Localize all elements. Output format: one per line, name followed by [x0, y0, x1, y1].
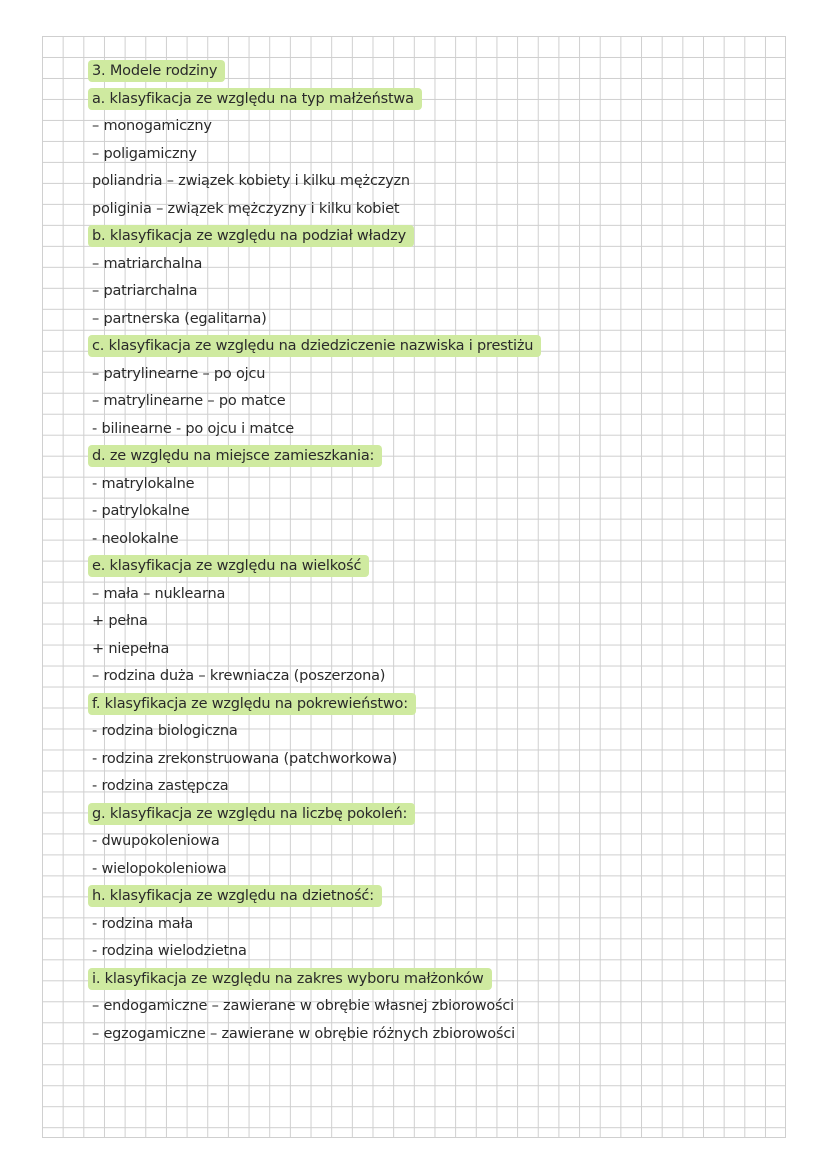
note-line: [92, 938, 732, 966]
heading-line: [92, 58, 732, 86]
note-line: [92, 718, 732, 746]
note-text: – rodzina duża – krewniacza (poszerzona): [92, 668, 386, 684]
note-line: [92, 636, 732, 664]
note-line: [92, 581, 732, 609]
note-text: + pełna: [92, 613, 148, 629]
note-text: - matrylokalne: [92, 475, 195, 492]
highlighted-heading-text: c. klasyfikacja ze względu na dziedziczenie nazwiska i prestiżu: [88, 335, 541, 357]
note-line: [92, 168, 732, 196]
note-line: [92, 746, 732, 774]
note-line: [92, 471, 732, 499]
heading-line: [92, 443, 732, 471]
note-text: – matriarchalna: [92, 255, 203, 272]
highlighted-heading-text: f. klasyfikacja ze względu na pokrewieństwo:: [88, 693, 416, 715]
note-text: - rodzina biologiczna: [92, 723, 238, 739]
highlighted-heading-text: h. klasyfikacja ze względu na dzietność:: [88, 885, 382, 907]
heading-line: [92, 966, 732, 994]
note-text: – patriarchalna: [92, 283, 198, 299]
heading-line: [92, 86, 732, 114]
note-line: [92, 196, 732, 224]
note-text: - rodzina zrekonstruowana (patchworkowa): [92, 750, 398, 767]
note-line: [92, 526, 732, 554]
note-text: – endogamiczne – zawierane w obrębie własnej zbiorowości: [92, 998, 514, 1014]
note-line: [92, 993, 732, 1021]
heading-line: [92, 883, 732, 911]
note-line: [92, 306, 732, 334]
heading-line: [92, 223, 732, 251]
heading-line: [92, 801, 732, 829]
note-line: [92, 498, 732, 526]
note-text: poliandria – związek kobiety i kilku mężczyzn: [92, 173, 410, 189]
note-text: - neolokalne: [92, 530, 179, 547]
note-text: - wielopokoleniowa: [92, 860, 227, 877]
heading-line: [92, 333, 732, 361]
note-text: - rodzina mała: [92, 915, 194, 932]
note-text: - rodzina zastępcza: [92, 778, 229, 794]
note-line: [92, 911, 732, 939]
note-line: [92, 608, 732, 636]
heading-line: [92, 553, 732, 581]
note-text: – monogamiczny: [92, 118, 212, 134]
note-text: - dwupokoleniowa: [92, 833, 220, 849]
note-text: – partnerska (egalitarna): [92, 310, 267, 327]
note-text: poliginia – związek mężczyzny i kilku kobiet: [92, 200, 400, 217]
highlighted-heading-text: e. klasyfikacja ze względu na wielkość: [88, 555, 369, 577]
note-line: [92, 278, 732, 306]
highlighted-heading-text: d. ze względu na miejsce zamieszkania:: [88, 445, 382, 467]
note-text: - patrylokalne: [92, 503, 190, 519]
heading-line: [92, 691, 732, 719]
note-line: [92, 361, 732, 389]
note-line: [92, 141, 732, 169]
highlighted-heading-text: i. klasyfikacja ze względu na zakres wyboru małżonków: [88, 968, 492, 990]
note-text: - rodzina wielodzietna: [92, 943, 247, 959]
note-text: + niepełna: [92, 640, 170, 657]
highlighted-heading-text: a. klasyfikacja ze względu na typ małżeństwa: [88, 88, 422, 110]
note-line: [92, 773, 732, 801]
note-line: [92, 828, 732, 856]
notes-content: [92, 58, 732, 1048]
note-line: [92, 251, 732, 279]
note-line: [92, 1021, 732, 1049]
highlighted-heading-text: 3. Modele rodziny: [88, 60, 225, 82]
note-text: – egzogamiczne – zawierane w obrębie różnych zbiorowości: [92, 1025, 515, 1042]
note-line: [92, 416, 732, 444]
note-line: [92, 388, 732, 416]
note-text: – patrylinearne – po ojcu: [92, 365, 266, 382]
note-text: - bilinearne - po ojcu i matce: [92, 420, 294, 437]
highlighted-heading-text: g. klasyfikacja ze względu na liczbę pokoleń:: [88, 803, 415, 825]
note-line: [92, 113, 732, 141]
highlighted-heading-text: b. klasyfikacja ze względu na podział władzy: [88, 225, 414, 247]
note-line: [92, 856, 732, 884]
note-text: – matrylinearne – po matce: [92, 393, 286, 409]
note-text: – mała – nuklearna: [92, 585, 226, 602]
note-text: – poligamiczny: [92, 145, 197, 162]
note-line: [92, 663, 732, 691]
